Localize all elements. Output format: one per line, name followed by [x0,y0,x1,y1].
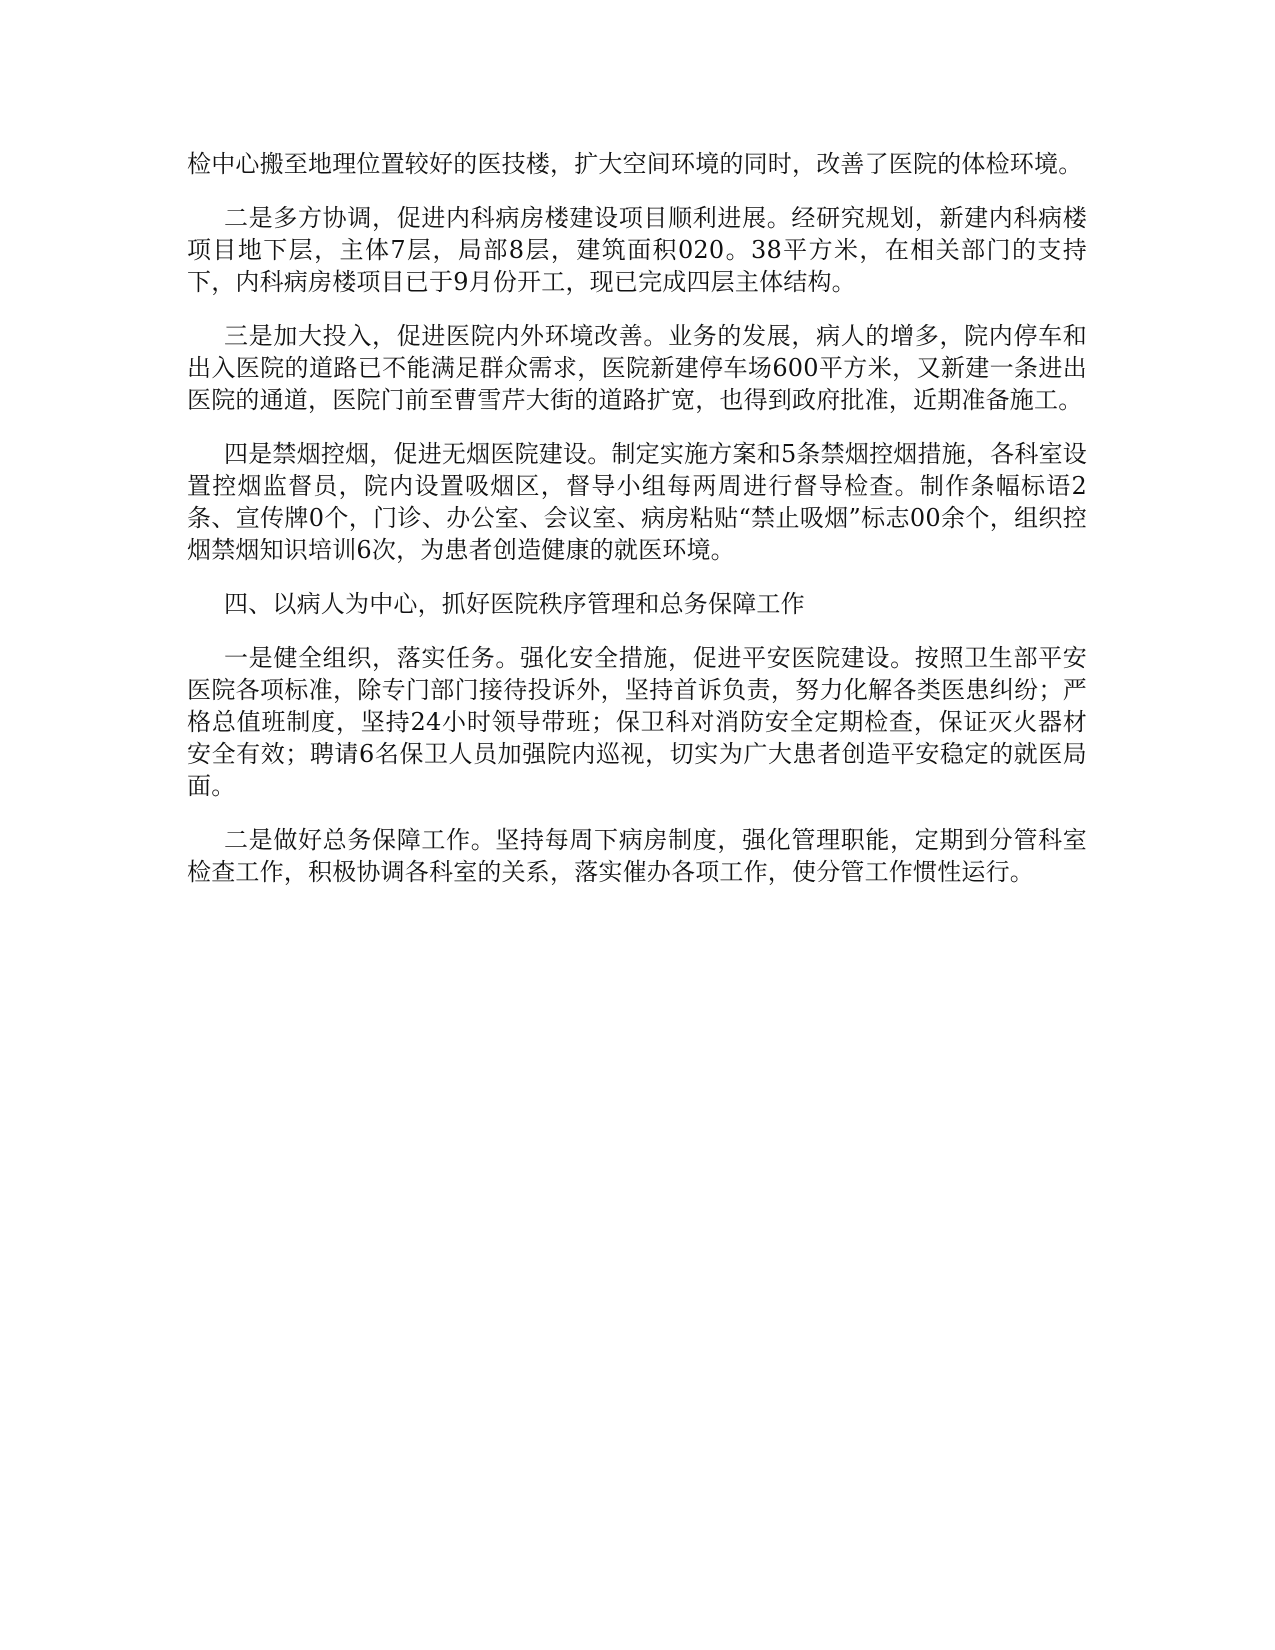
document-body [187,148,1087,910]
paragraph-continuation: 检中心搬至地理位置较好的医技楼，扩大空间环境的同时，改善了医院的体检环境。 [187,150,1083,178]
paragraph-inpatient-building: 二是多方协调，促进内科病房楼建设项目顺利进展。经研究规划，新建内科病楼项目地下层，主体7层，局部8层，建筑面积020。38平方米，在相关部门的支持下，内科病房楼项目已于9月份开工，现已完成四层主体结构。 [187,204,1087,296]
paragraph-environment: 三是加大投入，促进医院内外环境改善。业务的发展，病人的增多，院内停车和出入医院的道路已不能满足群众需求，医院新建停车场600平方米，又新建一条进出医院的通道，医院门前至曹雪芹大街的道路扩宽，也得到政府批准，近期准备施工。 [187,322,1087,414]
paragraph-smoke-free: 四是禁烟控烟，促进无烟医院建设。制定实施方案和5条禁烟控烟措施，各科室设置控烟监督员，院内设置吸烟区，督导小组每两周进行督导检查。制作条幅标语2条、宣传牌0个，门诊、办公室、会议室、病房粘贴“禁止吸烟”标志00余个，组织控烟禁烟知识培训6次，为患者创造健康的就医环境。 [187,440,1087,564]
section-heading: 四、以病人为中心，抓好医院秩序管理和总务保障工作 [224,590,805,618]
paragraph-logistics: 二是做好总务保障工作。坚持每周下病房制度，强化管理职能，定期到分管科室检查工作，积极协调各科室的关系，落实催办各项工作，使分管工作惯性运行。 [187,826,1087,886]
paragraph-safety: 一是健全组织，落实任务。强化安全措施，促进平安医院建设。按照卫生部平安医院各项标准，除专门部门接待投诉外，坚持首诉负责，努力化解各类医患纠纷；严格总值班制度，坚持24小时领导带班；保卫科对消防安全定期检查，保证灭火器材安全有效；聘请6名保卫人员加强院内巡视，切实为广大患者创造平安稳定的就医局面。 [187,644,1087,800]
